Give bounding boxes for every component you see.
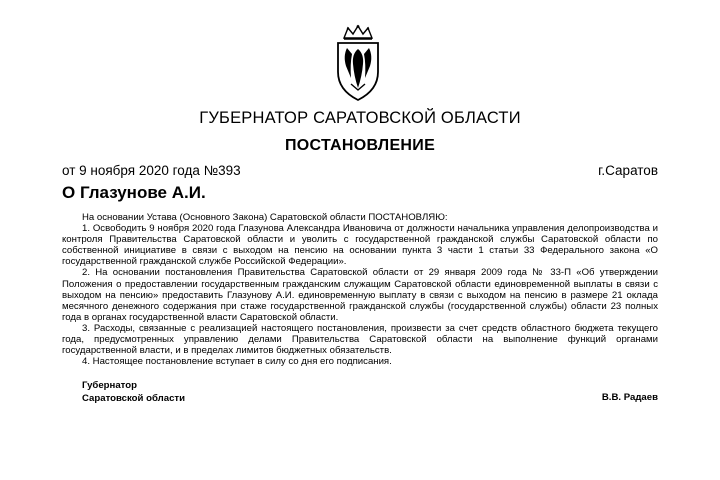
signatory-title-line1: Губернатор [82, 380, 137, 391]
paragraph-1: 1. Освободить 9 ноября 2020 года Глазунова Александра Ивановича от должности начальника управления делопроизводства и контроля Правительства Саратовской области и уволить с государственной гражданской службы Саратовской области по собственной инициативе в связи с выходом на пенсию на основании пункта 3 части 1 статьи 33 Федерального закона «О государственной гражданской службе Российской Федерации». [62, 223, 658, 268]
document-body [62, 212, 658, 367]
signatory-title [82, 380, 185, 405]
document-type: ПОСТАНОВЛЕНИЕ [284, 137, 436, 154]
signatory-title-line2: Саратовской области [82, 392, 186, 404]
signatory-name: В.В. Радаев [601, 392, 658, 403]
paragraph-3: 3. Расходы, связанные с реализацией настоящего постановления, произвести за счет средств областного бюджета текущего года, предусмотренных управлению делами Правительства Саратовской области на выполнение функций органами государственной власти, и в пределах лимитов бюджетных обязательств. [62, 322, 658, 357]
paragraph-2: 2. На основании постановления Правительства Саратовской области от 29 января 2009 года № 33-П «Об утверждении Положения о предоставлении государственным гражданским служащим Саратовской области единовременной выплаты в связи с выходом на пенсию» предоставить Глазунову А.И. единовременную выплату в связи с выходом на пенсию в размере 21 оклада месячного денежного содержания при стаже государственной гражданской службы (государственной службы) области 23 полных года в органах государственной власти Саратовской области. [62, 267, 658, 323]
date-and-number: от 9 ноября 2020 года №393 [62, 163, 241, 178]
city: г.Саратов [598, 163, 658, 178]
coat-of-arms-icon [326, 24, 390, 102]
paragraph-4: 4. Настоящее постановление вступает в силу со дня его подписания. [82, 356, 392, 368]
paragraph-preamble: На основании Устава (Основного Закона) Саратовской области ПОСТАНОВЛЯЮ: [82, 212, 448, 223]
issuing-authority: ГУБЕРНАТОР САРАТОВСКОЙ ОБЛАСТИ [199, 109, 521, 127]
document-subject: О Глазунове А.И. [62, 183, 206, 202]
